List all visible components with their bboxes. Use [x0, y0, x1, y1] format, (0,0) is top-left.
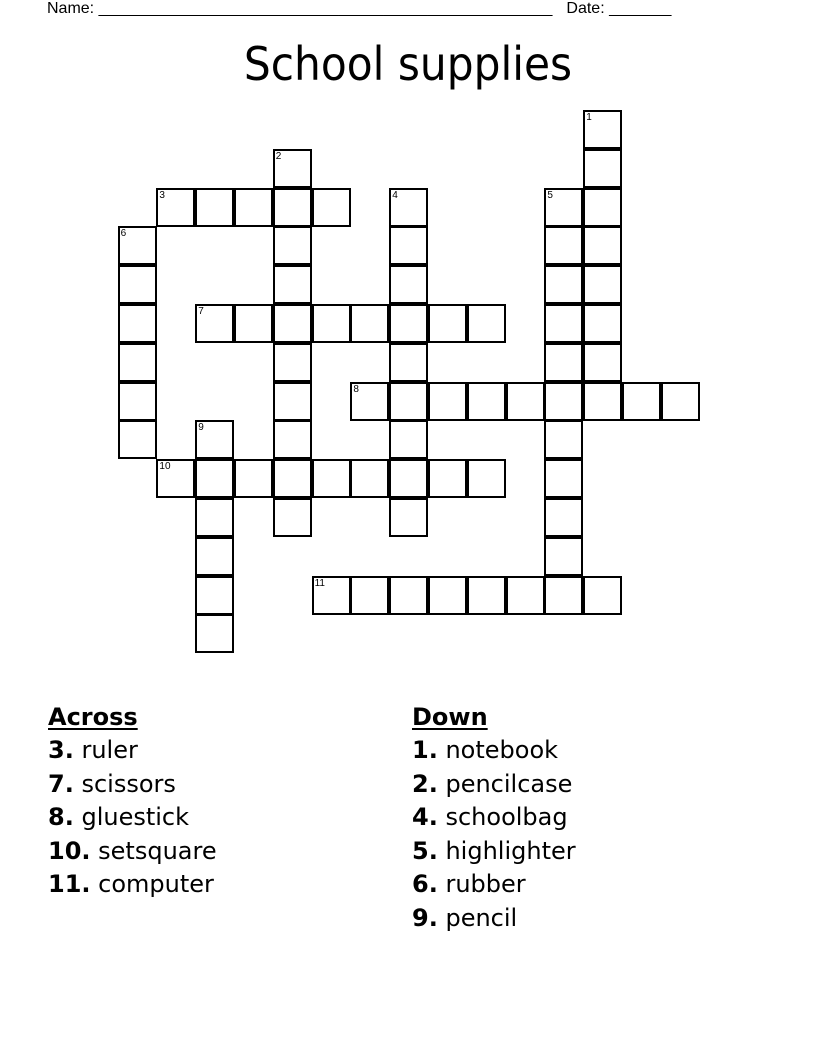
crossword-cell[interactable] — [234, 304, 273, 343]
crossword-cell[interactable] — [156, 188, 195, 227]
crossword-cell[interactable] — [195, 498, 234, 537]
clue-number: 10 — [159, 461, 171, 473]
clue-item: 11. computer — [48, 870, 214, 898]
clue-number: 4 — [392, 189, 398, 201]
crossword-cell[interactable] — [583, 576, 622, 615]
clue-number: 3 — [159, 189, 165, 201]
crossword-cell[interactable] — [544, 576, 583, 615]
crossword-cell[interactable] — [118, 265, 157, 304]
clue-item: 10. setsquare — [48, 836, 217, 865]
crossword-cell[interactable] — [195, 188, 234, 227]
crossword-cell[interactable] — [118, 420, 157, 459]
clue-number: 11 — [314, 577, 325, 589]
crossword-cell[interactable] — [583, 304, 622, 343]
crossword-cell[interactable] — [428, 459, 467, 498]
clue-number: 9 — [198, 422, 204, 434]
across-clues — [48, 702, 217, 902]
clue-item: 4. schoolbag — [412, 803, 568, 831]
date-field[interactable]: Date: _______ — [566, 0, 672, 17]
crossword-cell[interactable] — [583, 110, 622, 149]
crossword-cell[interactable] — [389, 382, 428, 421]
clue-number: 2 — [275, 150, 282, 162]
crossword-cell[interactable] — [273, 265, 312, 304]
crossword-cell[interactable] — [195, 576, 234, 615]
clue-number: 6 — [120, 228, 127, 240]
crossword-cell[interactable] — [661, 382, 700, 421]
crossword-cell[interactable] — [312, 459, 351, 498]
crossword-cell[interactable] — [544, 382, 583, 421]
crossword-cell[interactable] — [544, 420, 583, 459]
crossword-cell[interactable] — [389, 188, 428, 227]
crossword-cell[interactable] — [467, 382, 506, 421]
crossword-cell[interactable] — [544, 498, 583, 537]
crossword-cell[interactable] — [583, 149, 622, 188]
clue-item: 3. ruler — [48, 736, 138, 764]
clue-item: 6. rubber — [412, 870, 526, 898]
crossword-cell[interactable] — [583, 188, 622, 227]
crossword-cell[interactable] — [195, 304, 234, 343]
crossword-cell[interactable] — [544, 537, 583, 576]
crossword-cell[interactable] — [389, 420, 428, 459]
crossword-cell[interactable] — [156, 459, 195, 498]
crossword-cell[interactable] — [583, 382, 622, 421]
crossword-cell[interactable] — [428, 382, 467, 421]
down-heading: Down — [412, 703, 488, 731]
crossword-cell[interactable] — [350, 576, 389, 615]
crossword-cell[interactable] — [544, 343, 583, 382]
crossword-cell[interactable] — [544, 188, 583, 227]
crossword-cell[interactable] — [312, 304, 351, 343]
clue-item: 5. highlighter — [412, 836, 576, 865]
clue-item: 1. notebook — [412, 736, 559, 764]
crossword-cell[interactable] — [389, 576, 428, 615]
crossword-cell[interactable] — [389, 459, 428, 498]
crossword-cell[interactable] — [273, 149, 312, 188]
name-field[interactable]: Name: ___________________________________________________ — [47, 0, 553, 17]
crossword-cell[interactable] — [389, 265, 428, 304]
crossword-cell[interactable] — [506, 382, 545, 421]
crossword-cell[interactable] — [428, 304, 467, 343]
crossword-cell[interactable] — [428, 576, 467, 615]
crossword-cell[interactable] — [195, 614, 234, 653]
crossword-cell[interactable] — [273, 382, 312, 421]
crossword-cell[interactable] — [350, 459, 389, 498]
crossword-cell[interactable] — [583, 265, 622, 304]
crossword-cell[interactable] — [118, 304, 157, 343]
crossword-cell[interactable] — [273, 420, 312, 459]
clue-item: 9. pencil — [412, 903, 518, 932]
crossword-cell[interactable] — [234, 459, 273, 498]
crossword-cell[interactable] — [544, 226, 583, 265]
clue-item: 7. scissors — [48, 769, 176, 798]
crossword-cell[interactable] — [389, 343, 428, 382]
crossword-cell[interactable] — [273, 226, 312, 265]
crossword-cell[interactable] — [350, 304, 389, 343]
crossword-cell[interactable] — [389, 226, 428, 265]
crossword-cell[interactable] — [467, 304, 506, 343]
crossword-cell[interactable] — [467, 576, 506, 615]
crossword-cell[interactable] — [234, 188, 273, 227]
crossword-cell[interactable] — [389, 304, 428, 343]
crossword-cell[interactable] — [350, 382, 389, 421]
crossword-cell[interactable] — [544, 304, 583, 343]
crossword-cell[interactable] — [312, 188, 351, 227]
crossword-cell[interactable] — [389, 498, 428, 537]
crossword-cell[interactable] — [312, 576, 351, 615]
clue-item: 8. gluestick — [48, 803, 190, 831]
crossword-cell[interactable] — [195, 537, 234, 576]
crossword-cell[interactable] — [273, 343, 312, 382]
page-title: School supplies — [243, 37, 573, 91]
down-clues — [412, 702, 576, 935]
across-heading: Across — [48, 703, 138, 731]
crossword-cell[interactable] — [273, 459, 312, 498]
crossword-cell[interactable] — [118, 226, 157, 265]
crossword-cell[interactable] — [118, 343, 157, 382]
clue-number: 7 — [198, 306, 204, 317]
crossword-cell[interactable] — [195, 459, 234, 498]
clue-number: 1 — [586, 112, 592, 123]
crossword-cell[interactable] — [544, 265, 583, 304]
crossword-cell[interactable] — [273, 188, 312, 227]
crossword-cell[interactable] — [544, 459, 583, 498]
crossword-cell[interactable] — [622, 382, 661, 421]
crossword-cell[interactable] — [583, 343, 622, 382]
crossword-cell[interactable] — [583, 226, 622, 265]
crossword-cell[interactable] — [273, 498, 312, 537]
crossword-cell[interactable] — [195, 420, 234, 459]
clue-number: 8 — [353, 383, 359, 395]
crossword-cell[interactable] — [118, 382, 157, 421]
crossword-cell[interactable] — [467, 459, 506, 498]
clue-item: 2. pencilcase — [412, 769, 573, 798]
crossword-cell[interactable] — [273, 304, 312, 343]
crossword-cell[interactable] — [506, 576, 545, 615]
clue-number: 5 — [547, 189, 553, 201]
